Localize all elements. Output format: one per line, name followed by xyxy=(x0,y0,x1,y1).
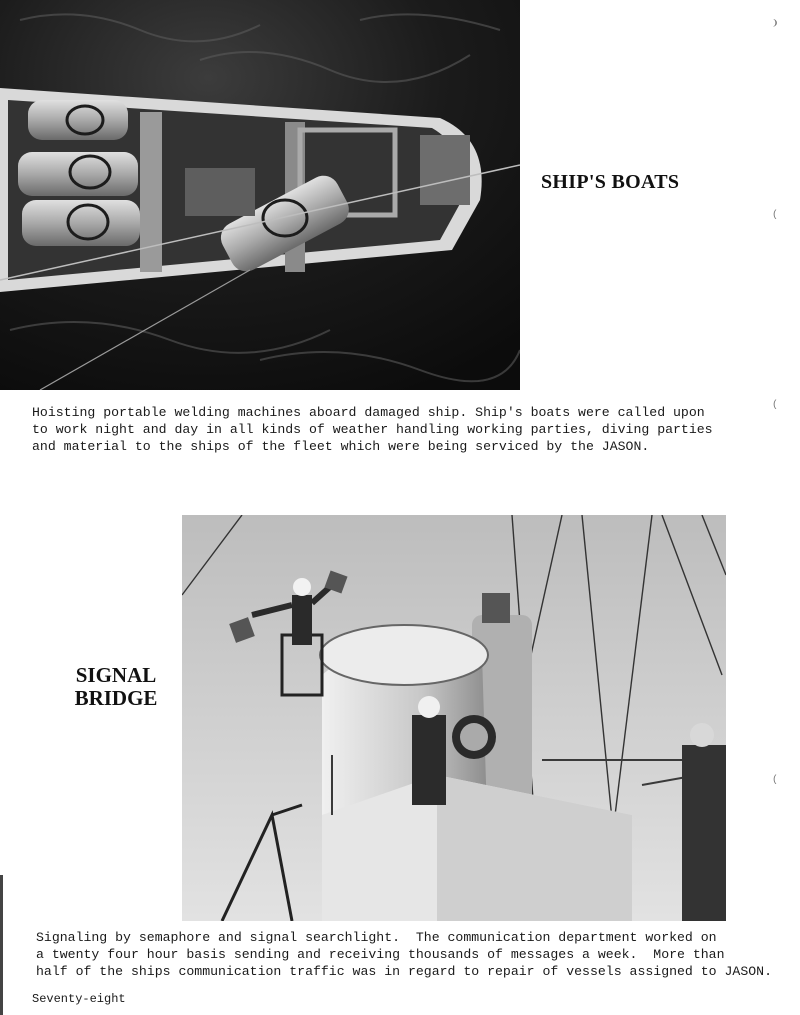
caption-line: a twenty four hour basis sending and receiving thousands of messages a week. More than xyxy=(36,947,725,962)
caption-line: half of the ships communication traffic was in regard to repair of vessels assigned to JASON. xyxy=(36,964,772,979)
scan-artifact: ❩ xyxy=(771,19,778,30)
ships-boats-photo xyxy=(0,0,520,390)
ships-boats-caption xyxy=(32,404,713,455)
signal-bridge-caption xyxy=(36,929,772,980)
caption-line: Hoisting portable welding machines aboard damaged ship. Ship's boats were called upon xyxy=(32,405,705,420)
caption-line: to work night and day in all kinds of weather handling working parties, diving parties xyxy=(32,422,713,437)
page-number: Seventy-eight xyxy=(32,992,126,1006)
caption-line: and material to the ships of the fleet which were being serviced by the JASON. xyxy=(32,439,650,454)
signal-bridge-heading xyxy=(60,664,172,710)
caption-line: Signaling by semaphore and signal searchlight. The communication department worked on xyxy=(36,930,717,945)
ships-boats-heading: SHIP'S BOATS xyxy=(541,171,680,193)
binding-edge xyxy=(0,875,3,1015)
heading-line: BRIDGE xyxy=(74,686,158,710)
heading-line: SIGNAL xyxy=(75,663,157,687)
scan-artifact: ( xyxy=(771,400,778,411)
scan-artifact: ( xyxy=(771,775,778,786)
signal-bridge-photo xyxy=(182,515,726,921)
scan-artifact: ( xyxy=(771,210,778,221)
